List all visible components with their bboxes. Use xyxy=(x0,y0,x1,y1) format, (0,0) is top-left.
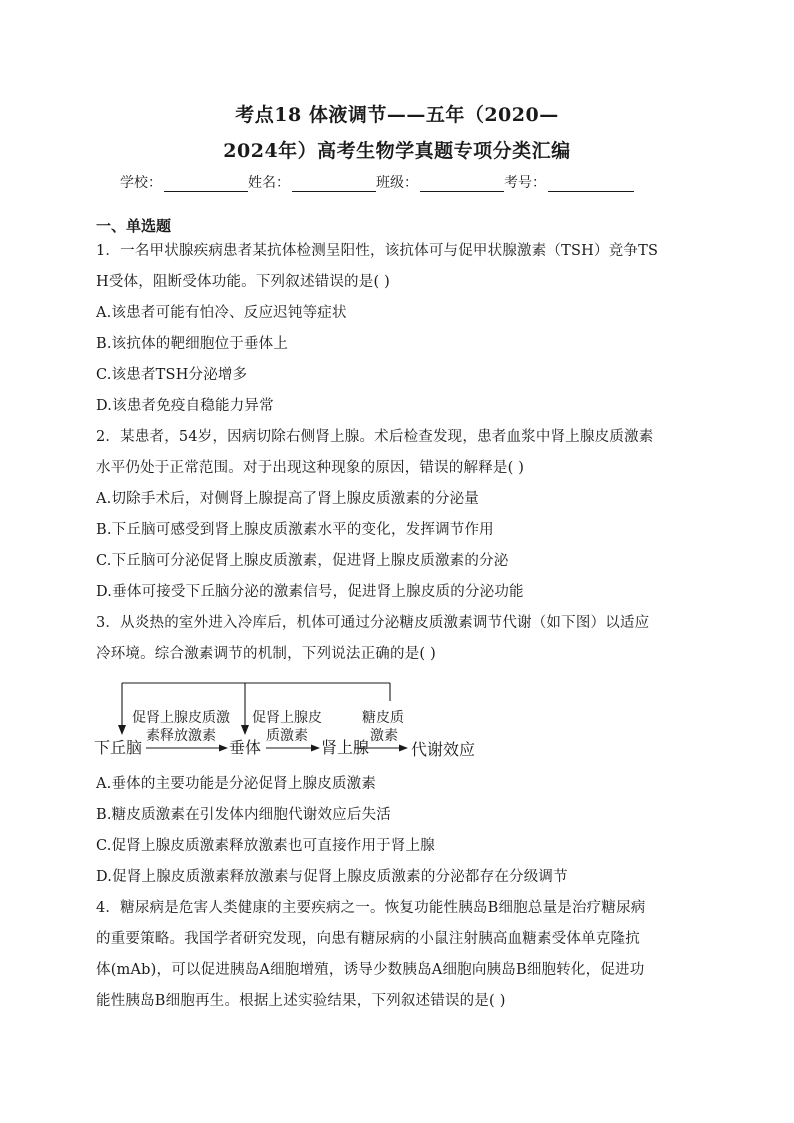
node-hypothalamus: 下丘脑 xyxy=(94,738,143,757)
label-glucocorticoid-line-2: 激素 xyxy=(370,728,398,744)
school-blank[interactable] xyxy=(164,177,248,192)
node-adrenal: 肾上腺 xyxy=(321,738,370,757)
label-glucocorticoid-line-1: 糖皮质 xyxy=(362,710,404,726)
q1-option-b: B.该抗体的靶细胞位于垂体上 xyxy=(96,336,289,352)
label-crh-line-1: 促肾上腺皮质激 xyxy=(132,710,230,726)
q3-option-c: C.促肾上腺皮质激素释放激素也可直接作用于肾上腺 xyxy=(96,838,435,854)
section-title: 一、单选题 xyxy=(96,217,172,235)
node-metabolic-effect: 代谢效应 xyxy=(411,740,476,759)
class-label: 班级： xyxy=(376,175,418,191)
q2-option-b: B.下丘脑可感受到肾上腺皮质激素水平的变化，发挥调节作用 xyxy=(96,522,494,538)
q1-option-c: C.该患者TSH分泌增多 xyxy=(96,367,248,383)
name-label: 姓名： xyxy=(248,175,290,191)
name-blank[interactable] xyxy=(292,177,376,192)
q1-stem-line-1: 1．一名甲状腺疾病患者某抗体检测呈阳性，该抗体可与促甲状腺激素（TSH）竞争TS xyxy=(96,243,659,259)
page-title-line-1: 考点18 体液调节——五年（2020— xyxy=(235,104,559,126)
hormone-regulation-diagram xyxy=(92,675,512,770)
label-crh-line-2: 素释放激素 xyxy=(146,728,216,744)
q2-option-c: C.下丘脑可分泌促肾上腺皮质激素，促进肾上腺皮质激素的分泌 xyxy=(96,553,509,569)
q4-stem-line-3: 体(mAb)，可以促进胰岛A细胞增殖，诱导少数胰岛A细胞向胰岛B细胞转化，促进功 xyxy=(96,962,645,978)
label-acth-line-2: 质激素 xyxy=(266,728,308,744)
q1-option-a: A.该患者可能有怕冷、反应迟钝等症状 xyxy=(96,305,347,321)
arrow-head-acth xyxy=(311,745,320,752)
page-title-line-2: 2024年）高考生物学真题专项分类汇编 xyxy=(223,140,571,162)
q3-option-a: A.垂体的主要功能是分泌促肾上腺皮质激素 xyxy=(96,776,377,792)
q2-option-d: D.垂体可接受下丘脑分泌的激素信号，促进肾上腺皮质的分泌功能 xyxy=(96,584,524,600)
arrow-head-crh xyxy=(219,745,228,752)
label-acth-line-1: 促肾上腺皮 xyxy=(252,710,322,726)
q2-stem-line-1: 2．某患者，54岁，因病切除右侧肾上腺。术后检查发现，患者血浆中肾上腺皮质激素 xyxy=(96,429,654,445)
q3-stem-line-1: 3．从炎热的室外进入冷库后，机体可通过分泌糖皮质激素调节代谢（如下图）以适应 xyxy=(96,615,650,631)
q4-stem-line-4: 能性胰岛B细胞再生。根据上述实验结果，下列叙述错误的是( ) xyxy=(96,993,506,1009)
student-info-row xyxy=(120,172,680,192)
q1-stem-line-2: H受体，阻断受体功能。下列叙述错误的是( ) xyxy=(96,274,390,290)
exam-number-label: 考号： xyxy=(504,175,546,191)
node-pituitary: 垂体 xyxy=(229,738,262,757)
school-label: 学校： xyxy=(120,175,162,191)
q4-stem-line-2: 的重要策略。我国学者研究发现，向患有糖尿病的小鼠注射胰高血糖素受体单克隆抗 xyxy=(96,931,640,947)
q3-option-d: D.促肾上腺皮质激素释放激素与促肾上腺皮质激素的分泌都存在分级调节 xyxy=(96,869,568,885)
q2-option-a: A.切除手术后，对侧肾上腺提高了肾上腺皮质激素的分泌量 xyxy=(96,491,479,507)
q3-option-b: B.糖皮质激素在引发体内细胞代谢效应后失活 xyxy=(96,807,391,823)
exam-number-blank[interactable] xyxy=(548,177,634,192)
class-blank[interactable] xyxy=(420,177,504,192)
q2-stem-line-2: 水平仍处于正常范围。对于出现这种现象的原因，错误的解释是( ) xyxy=(96,460,525,476)
q4-stem-line-1: 4．糖尿病是危害人类健康的主要疾病之一。恢复功能性胰岛B细胞总量是治疗糖尿病 xyxy=(96,900,646,916)
q1-option-d: D.该患者免疫自稳能力异常 xyxy=(96,398,274,414)
q3-stem-line-2: 冷环境。综合激素调节的机制，下列说法正确的是( ) xyxy=(96,646,436,662)
arrow-head-glucocorticoid xyxy=(399,745,408,752)
